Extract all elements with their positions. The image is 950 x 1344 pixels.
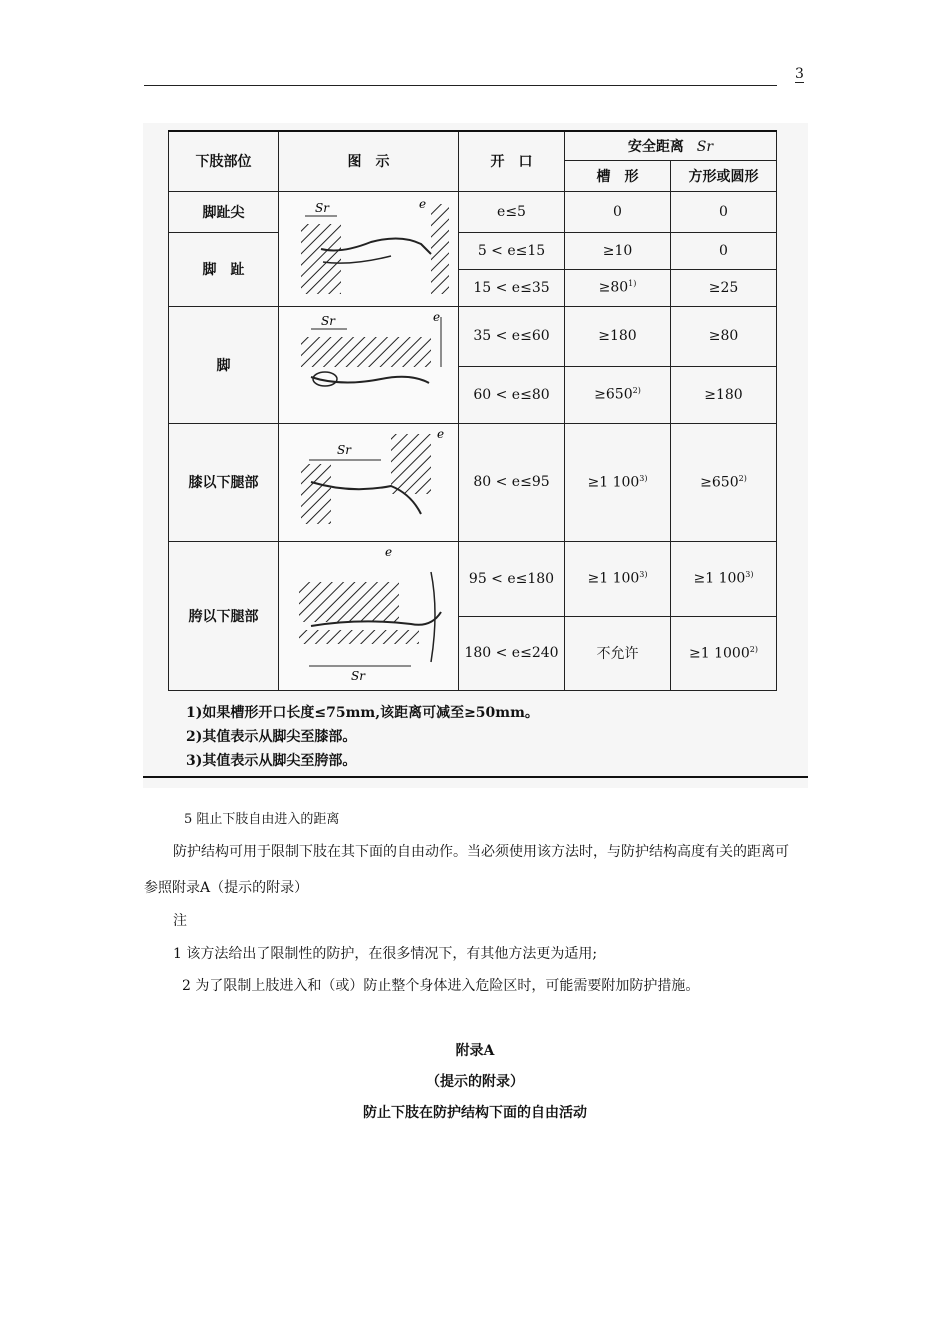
table-note: 1)如果槽形开口长度≤75mm,该距离可减至≥50mm。 xyxy=(186,705,539,721)
toe-diagram-icon xyxy=(281,194,457,300)
header-rule xyxy=(144,85,777,86)
figure-knee xyxy=(279,423,459,541)
header-square-round: 方形或圆形 xyxy=(671,160,777,191)
svg-text:Sr: Sr xyxy=(336,443,351,457)
header-part: 下肢部位 xyxy=(169,131,279,191)
appendix-subtitle: （提示的附录） xyxy=(426,1074,524,1090)
note-item: 2 为了限制上肢进入和（或）防止整个身体进入危险区时，可能需要附加防护措施。 xyxy=(182,978,700,994)
paragraph-line: 防护结构可用于限制下肢在其下面的自由动作。当必须使用该方法时，与防护结构高度有关的距离可 xyxy=(173,844,789,860)
foot-diagram-icon xyxy=(281,307,457,419)
table-notes xyxy=(143,688,808,778)
square-value: ≥25 xyxy=(671,269,777,306)
figure-foot xyxy=(279,306,459,423)
square-value: ≥80 xyxy=(671,306,777,366)
slot-value: 0 xyxy=(565,191,671,232)
square-value: ≥1 1000$^{2)}$ xyxy=(671,616,777,690)
svg-text:Sr: Sr xyxy=(350,668,365,683)
header-opening: 开 口 xyxy=(459,131,565,191)
opening-value: e≤5 xyxy=(459,191,565,232)
svg-text:e: e xyxy=(384,544,392,559)
table-note: 2)其值表示从脚尖至膝部。 xyxy=(186,729,357,745)
figure-toe xyxy=(279,191,459,306)
svg-text:e: e xyxy=(436,427,444,441)
svg-text:e: e xyxy=(432,309,440,324)
note-label: 注 xyxy=(173,913,187,929)
slot-value: ≥1 100$^{3)}$ xyxy=(565,423,671,541)
part-toe-tip: 脚趾尖 xyxy=(169,191,279,232)
page-number: 3 xyxy=(795,66,804,82)
square-value: ≥1 100$^{3)}$ xyxy=(671,541,777,616)
slot-value: $\ge 650^{2)}$ xyxy=(565,366,671,423)
opening-value: 15 < e≤35 xyxy=(459,269,565,306)
table-note: 3)其值表示从脚尖至胯部。 xyxy=(186,753,357,769)
slot-value: ≥180 xyxy=(565,306,671,366)
header-slot: 槽 形 xyxy=(565,160,671,191)
part-foot: 脚 xyxy=(169,306,279,423)
note-item: 1 该方法给出了限制性的防护，在很多情况下，有其他方法更为适用; xyxy=(173,946,598,962)
header-figure: 图 示 xyxy=(279,131,459,191)
appendix-title: 附录A xyxy=(455,1043,495,1059)
opening-value: 180 < e≤240 xyxy=(459,616,565,690)
opening-value: 60 < e≤80 xyxy=(459,366,565,423)
knee-diagram-icon xyxy=(281,424,457,536)
figure-hip xyxy=(279,541,459,690)
square-value: ≥180 xyxy=(671,366,777,423)
appendix-heading: 防止下肢在防护结构下面的自由活动 xyxy=(363,1105,587,1121)
square-value: 0 xyxy=(671,191,777,232)
hip-diagram-icon xyxy=(281,542,457,686)
square-value: $\ge 650^{2)}$ xyxy=(671,423,777,541)
part-toe: 脚 趾 xyxy=(169,232,279,306)
opening-value: 80 < e≤95 xyxy=(459,423,565,541)
opening-value: 35 < e≤60 xyxy=(459,306,565,366)
square-value: 0 xyxy=(671,232,777,269)
paragraph-line: 参照附录A（提示的附录） xyxy=(144,880,309,896)
header-safety-distance: 安全距离 Sr xyxy=(565,131,777,160)
part-below-hip: 胯以下腿部 xyxy=(169,541,279,690)
svg-text:Sr: Sr xyxy=(320,313,335,328)
opening-value: 5 < e≤15 xyxy=(459,232,565,269)
safety-distance-table xyxy=(168,130,777,691)
section-heading: 5 阻止下肢自由进入的距离 xyxy=(184,812,340,827)
slot-value: $\ge 80^{1)}$ xyxy=(565,269,671,306)
slot-value: 不允许 xyxy=(565,616,671,690)
opening-value: 95 < e≤180 xyxy=(459,541,565,616)
slot-value: ≥1 100$^{3)}$ xyxy=(565,541,671,616)
svg-text:e: e xyxy=(418,196,426,211)
part-below-knee: 膝以下腿部 xyxy=(169,423,279,541)
slot-value: ≥10 xyxy=(565,232,671,269)
svg-text:Sr: Sr xyxy=(314,200,329,215)
